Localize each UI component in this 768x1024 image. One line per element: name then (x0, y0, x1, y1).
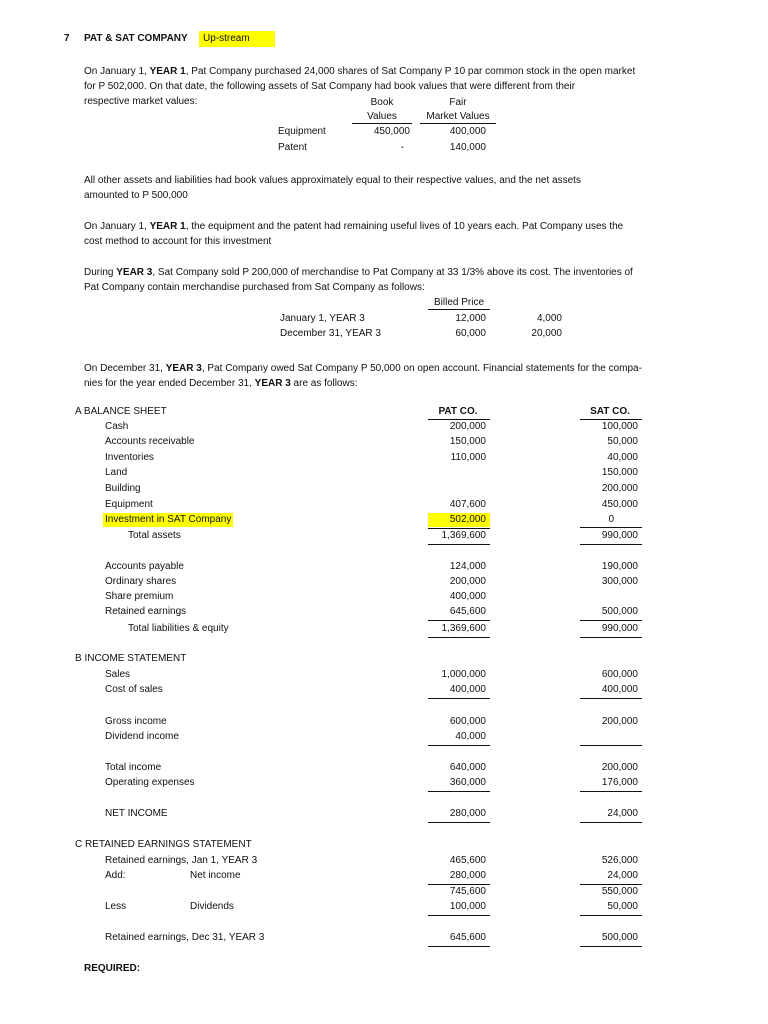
bs-pat-value: 407,600 (449, 499, 486, 510)
is-label: Gross income (105, 716, 167, 727)
para3-line-2: cost method to account for this investment (84, 236, 272, 247)
is-sat-value: 200,000 (601, 762, 638, 773)
re-label: Retained earnings, Jan 1, YEAR 3 (105, 855, 258, 866)
para2-line-1: All other assets and liabilities had book values approximately equal to their respective values, and the net assets (84, 175, 581, 186)
problem-title: PAT & SAT COMPANY (84, 33, 188, 44)
bs-label: Share premium (105, 591, 174, 602)
net-income-sat: 24,000 (607, 808, 638, 819)
re-sat-value: 50,000 (607, 901, 638, 912)
upstream-tag: Up-stream (199, 31, 275, 47)
re-label: Retained earnings, Dec 31, YEAR 3 (105, 932, 265, 943)
total-assets-label: Total assets (128, 530, 181, 541)
bs-pat-value: 645,600 (449, 606, 486, 617)
total-liabilities-pat: 1,369,600 (441, 623, 486, 634)
book-header: Book (370, 97, 394, 108)
re-sub-label: Net income (190, 870, 241, 881)
balance-sheet-title: A BALANCE SHEET (75, 406, 167, 417)
asset-row-label: Patent (278, 142, 307, 153)
intro-line-1: On January 1, YEAR 1, Pat Company purchased 24,000 shares of Sat Company P 10 par common stock in the open market (84, 66, 636, 77)
bs-label: Equipment (105, 499, 153, 510)
asset-row-book: 450,000 (373, 126, 410, 137)
bs-pat-value: 124,000 (449, 561, 486, 572)
asset-row-book: - (400, 142, 404, 153)
intro-line-3: respective market values: (84, 96, 198, 107)
bs-label: Ordinary shares (105, 576, 177, 587)
bs-pat-value: 110,000 (450, 452, 486, 463)
billed-price-header: Billed Price (428, 297, 490, 310)
bs-sat-value: 150,000 (601, 467, 638, 478)
inventory-row-label: January 1, YEAR 3 (280, 313, 365, 324)
inventory-row-cost: 20,000 (531, 328, 562, 339)
re-label: Add: (105, 870, 126, 881)
asset-row-label: Equipment (278, 126, 326, 137)
asset-row-fair: 140,000 (449, 142, 486, 153)
is-label: Operating expenses (105, 777, 195, 788)
re-pat-value: 645,600 (449, 932, 486, 943)
re-sub-label: Dividends (190, 901, 234, 912)
is-sat-value: 600,000 (601, 669, 638, 680)
bs-sat-value: 450,000 (601, 499, 638, 510)
is-sat-value: 176,000 (601, 777, 638, 788)
is-sat-value: 400,000 (601, 684, 638, 695)
re-pat-value: 280,000 (449, 870, 486, 881)
bs-label: Cash (105, 421, 129, 432)
is-pat-value: 400,000 (449, 684, 486, 695)
retained-earnings-title: C RETAINED EARNINGS STATEMENT (75, 839, 252, 850)
problem-number: 7 (64, 33, 70, 44)
required-heading: REQUIRED: (84, 963, 141, 974)
bs-label: Accounts receivable (105, 436, 195, 447)
investment-label: Investment in SAT Company (105, 514, 232, 525)
para5-line-1: On December 31, YEAR 3, Pat Company owed Sat Company P 50,000 on open account. Financial statements for the compa- (84, 363, 642, 374)
is-pat-value: 640,000 (449, 762, 486, 773)
is-pat-value: 360,000 (449, 777, 486, 788)
re-sat-value: 526,000 (601, 855, 638, 866)
para4-line-2: Pat Company contain merchandise purchased from Sat Company as follows: (84, 282, 425, 293)
is-label: Sales (105, 669, 131, 680)
re-sat-value: 24,000 (607, 870, 638, 881)
bs-pat-value: 200,000 (449, 421, 486, 432)
bs-sat-value: 40,000 (607, 452, 638, 463)
re-pat-value: 465,600 (449, 855, 486, 866)
inventory-row-billed: 12,000 (455, 313, 486, 324)
net-income-pat: 280,000 (449, 808, 486, 819)
sat-column-header: SAT CO. (590, 406, 630, 417)
inventory-row-label: December 31, YEAR 3 (280, 328, 381, 339)
intro-line-2: for P 502,000. On that date, the following assets of Sat Company had book values that were different from their (84, 81, 576, 92)
is-pat-value: 1,000,000 (441, 669, 486, 680)
investment-pat-value: 502,000 (428, 513, 490, 527)
net-income-label: NET INCOME (105, 808, 168, 819)
bs-sat-value: 190,000 (601, 561, 638, 572)
bs-sat-value: 100,000 (601, 421, 638, 432)
is-sat-value: 200,000 (601, 716, 638, 727)
bs-sat-value: 200,000 (601, 483, 638, 494)
total-liabilities-sat: 990,000 (601, 623, 638, 634)
bs-pat-value: 400,000 (449, 591, 486, 602)
market-values-header: Market Values (420, 111, 496, 124)
bs-sat-value: 50,000 (607, 436, 638, 447)
bs-label: Retained earnings (105, 606, 187, 617)
para2-line-2: amounted to P 500,000 (84, 190, 188, 201)
bs-pat-value: 150,000 (449, 436, 486, 447)
bs-label: Inventories (105, 452, 154, 463)
re-pat-value: 745,600 (449, 886, 486, 897)
is-label: Total income (105, 762, 162, 773)
total-assets-pat: 1,369,600 (441, 530, 486, 541)
inventory-row-billed: 60,000 (455, 328, 486, 339)
bs-sat-value: 500,000 (601, 606, 638, 617)
bs-pat-value: 200,000 (449, 576, 486, 587)
bs-sat-value: 300,000 (601, 576, 638, 587)
asset-row-fair: 400,000 (449, 126, 486, 137)
re-sat-value: 550,000 (601, 886, 638, 897)
income-statement-title: B INCOME STATEMENT (75, 653, 187, 664)
pat-column-header: PAT CO. (438, 406, 478, 417)
para5-line-2: nies for the year ended December 31, YEAR 3 are as follows: (84, 378, 358, 389)
is-pat-value: 40,000 (455, 731, 486, 742)
bs-label: Building (105, 483, 141, 494)
bs-sat-value: 0 (608, 514, 614, 525)
values-header: Values (352, 111, 412, 124)
re-pat-value: 100,000 (449, 901, 486, 912)
is-label: Cost of sales (105, 684, 163, 695)
total-liabilities-label: Total liabilities & equity (128, 623, 229, 634)
total-assets-sat: 990,000 (601, 530, 638, 541)
fair-header: Fair (449, 97, 467, 108)
inventory-row-cost: 4,000 (536, 313, 562, 324)
is-pat-value: 600,000 (449, 716, 486, 727)
is-label: Dividend income (105, 731, 179, 742)
para4-line-1: During YEAR 3, Sat Company sold P 200,000 of merchandise to Pat Company at 33 1/3% above its cost. The inventories of (84, 267, 633, 278)
re-sat-value: 500,000 (601, 932, 638, 943)
bs-label: Accounts payable (105, 561, 184, 572)
para3-line-1: On January 1, YEAR 1, the equipment and the patent had remaining useful lives of 10 years each. Pat Company uses the (84, 221, 624, 232)
bs-label: Land (105, 467, 128, 478)
re-label: Less (105, 901, 127, 912)
